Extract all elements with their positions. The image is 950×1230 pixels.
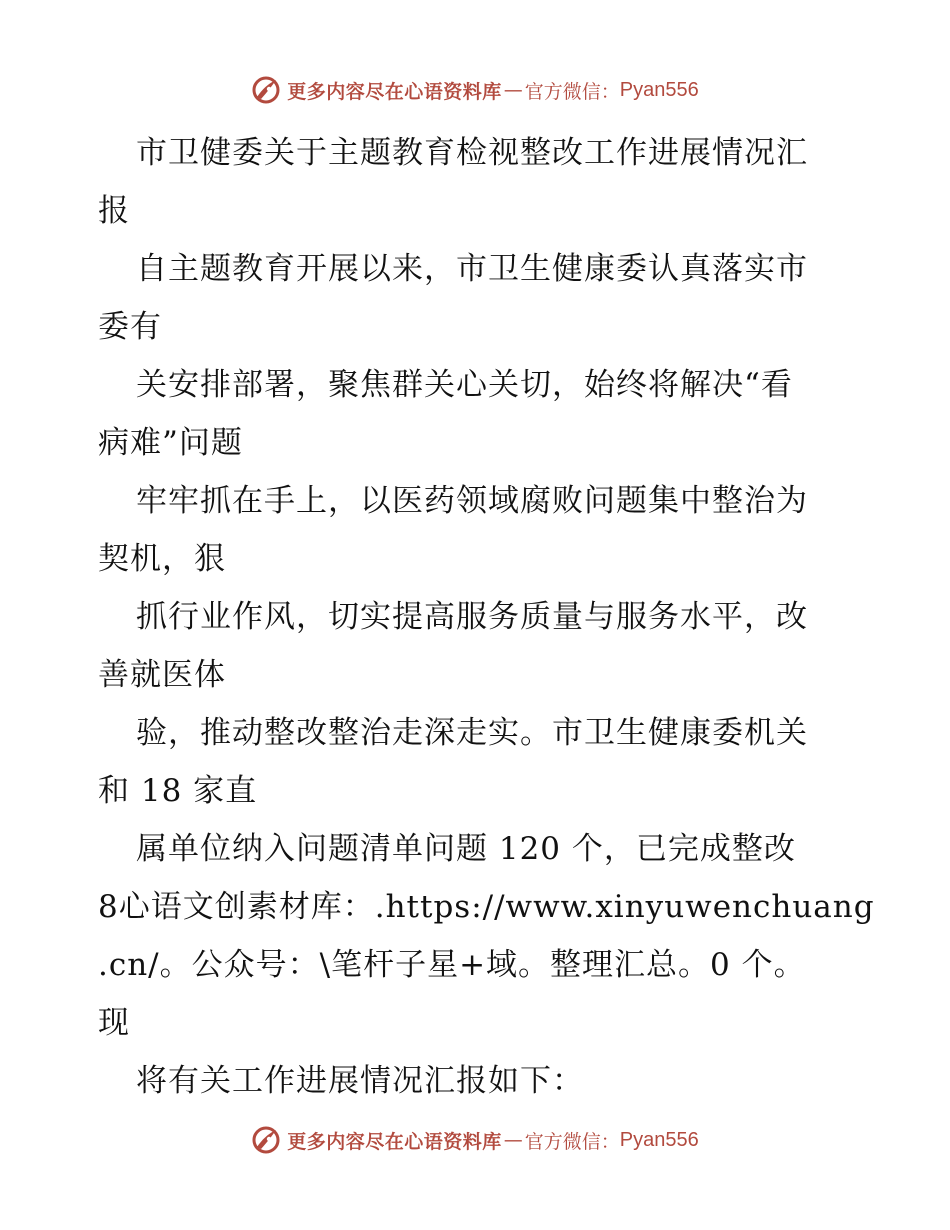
document-line: .cn/。公众号：\笔杆子星+域。整理汇总。0 个。 [98, 947, 806, 983]
banner-wechat-label: 官方微信： [524, 80, 620, 103]
document-line: 关安排部署，聚焦群关心关切，始终将解决“看 [136, 367, 793, 403]
banner-dash: — [503, 79, 523, 101]
document-line: 和 18 家直 [98, 773, 258, 809]
document-line: 自主题教育开展以来，市卫生健康委认真落实市 [136, 251, 808, 287]
document-line: 现 [98, 1005, 130, 1041]
document-line: 将有关工作进展情况汇报如下： [136, 1063, 584, 1099]
document-line: 契机，狠 [98, 541, 226, 577]
banner-brand-text: 更多内容尽在心语资料库 [287, 1130, 502, 1153]
document-line: 委有 [98, 309, 162, 345]
banner-wechat-id: Pyan556 [619, 1128, 699, 1151]
banner-dash: — [503, 1129, 523, 1151]
banner-wechat-id: Pyan556 [619, 78, 699, 101]
document-line: 抓行业作风，切实提高服务质量与服务水平，改 [136, 599, 808, 635]
banner-wechat-label: 官方微信： [524, 1130, 620, 1153]
banner-brand-text: 更多内容尽在心语资料库 [287, 80, 502, 103]
brush-pen-icon [251, 1125, 281, 1155]
document-body [98, 124, 875, 1110]
document-line: 8心语文创素材库：.https://www.xinyuwenchuang [98, 889, 875, 925]
document-line: 善就医体 [98, 657, 226, 693]
footer-banner [0, 1122, 950, 1158]
document-line: 市卫健委关于主题教育检视整改工作进展情况汇 [136, 135, 808, 171]
document-line: 属单位纳入问题清单问题 120 个，已完成整改 [136, 831, 796, 867]
brush-pen-icon [251, 75, 281, 105]
document-line: 验，推动整改整治走深走实。市卫生健康委机关 [136, 715, 808, 751]
document-line: 牢牢抓在手上，以医药领域腐败问题集中整治为 [136, 483, 808, 519]
header-banner [0, 72, 950, 108]
document-line: 报 [98, 193, 130, 229]
document-line: 病难”问题 [98, 425, 243, 461]
